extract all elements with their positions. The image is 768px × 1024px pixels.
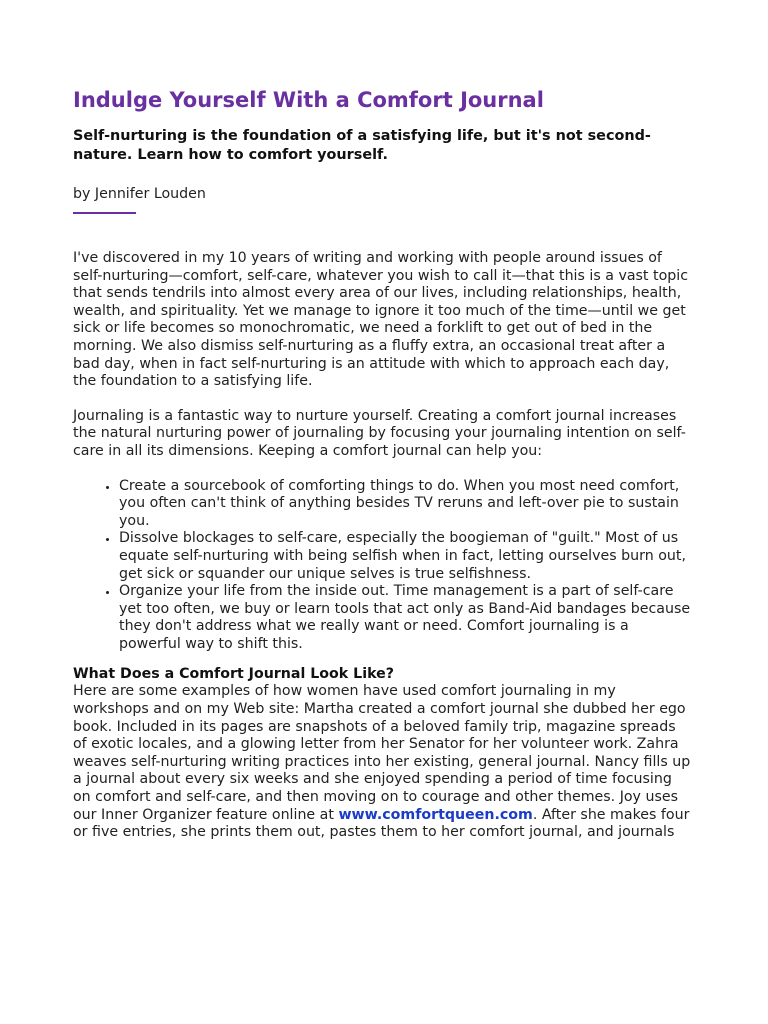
paragraph-examples-text: Here are some examples of how women have used comfort journaling in my workshops and on my Web site: Martha created a comfort journal she dubbed her ego book. Included in its pages are snapshots of a beloved family trip, magazine spreads of exotic locales, and a glowing letter from her Senator for her volunteer work. Zahra weaves self-nurturing writing practices into her existing, general journal. Nancy fills up a journal about every six weeks and she enjoyed spending a period of time focusing on comfort and self-care, and then moving on to courage and other themes. Joy uses our Inner Organizer feature online at [73, 683, 691, 823]
article-title: Indulge Yourself With a Comfort Journal [73, 88, 544, 112]
section-heading: What Does a Comfort Journal Look Like? [73, 666, 394, 683]
list-item: • Dissolve blockages to self-care, especially the boogieman of "guilt." Most of us equate self-nurturing with being selfish when in fact, letting ourselves burn out, get sick or squander our unique selves is true selfishness. [119, 530, 693, 583]
comfortqueen-link[interactable]: www.comfortqueen.com [338, 806, 533, 823]
list-item: • Organize your life from the inside out. Time management is a part of self-care yet too often, we buy or learn tools that act only as Band-Aid bandages because they don't address what we really want or need. Comfort journaling is a powerful way to shift this. [119, 583, 693, 653]
paragraph-examples-continued: . After she makes four or five entries, she prints them out, pastes them to her comfort journal, and journals [73, 806, 690, 841]
title-divider [73, 212, 136, 214]
article-subtitle: Self-nurturing is the foundation of a satisfying life, but it's not second-nature. Learn how to comfort yourself. [73, 128, 651, 163]
list-item: • Create a sourcebook of comforting things to do. When you most need comfort, you often can't think of anything besides TV reruns and left-over pie to sustain you. [119, 478, 693, 531]
paragraph-journaling: Journaling is a fantastic way to nurture yourself. Creating a comfort journal increases the natural nurturing power of journaling by focusing your journaling intention on self-care in all its dimensions. Keeping a comfort journal can help you: [73, 407, 686, 459]
article [73, 86, 693, 842]
author-byline: by Jennifer Louden [73, 186, 206, 202]
paragraph-examples [73, 683, 693, 841]
benefits-list [73, 478, 693, 654]
paragraph-intro: I've discovered in my 10 years of writing and working with people around issues of self-nurturing—comfort, self-care, whatever you wish to call it—that this is a vast topic that sends tendrils into almost every area of our lives, including relationships, health, wealth, and spirituality. Yet we manage to ignore it too much of the time—until we get sick or life becomes so monochromatic, we need a forklift to get out of bed in the morning. We also dismiss self-nurturing as a fluffy extra, an occasional treat after a bad day, when in fact self-nurturing is an attitude with which to approach each day, the foundation to a satisfying life. [73, 250, 688, 390]
